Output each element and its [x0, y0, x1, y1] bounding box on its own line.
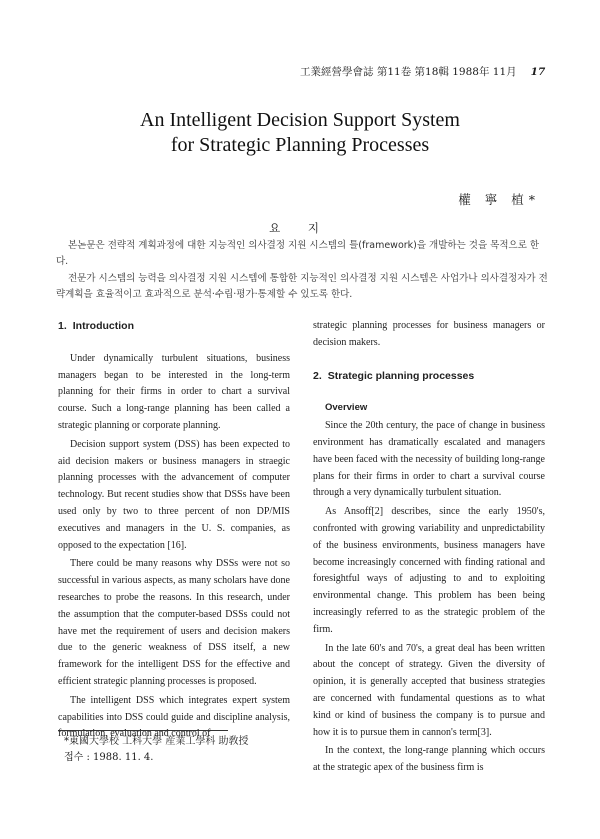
footnote-divider	[58, 730, 228, 731]
subsection-heading-overview: Overview	[325, 402, 368, 414]
section-number: 2.	[313, 369, 322, 382]
body-paragraph-continuation: strategic planning processes for business managers or decision makers.	[313, 320, 545, 348]
left-column	[58, 318, 290, 745]
abstract-heading: 요 지	[269, 221, 331, 235]
body-paragraph: The intelligent DSS which integrates expert system capabilities into DSS could guide and discipline analysis, formulation, evaluation and control of	[58, 694, 290, 740]
body-paragraph: Since the 20th century, the pace of change in business environment has dramatically escalated and managers have been faced with the necessity of building long-range plans for their firms in order to chart a survival course through a very dynamically turbulent situation.	[313, 420, 545, 499]
abstract	[56, 238, 548, 304]
paper-title	[40, 108, 560, 158]
body-paragraph: Decision support system (DSS) has been expected to aid decision makers or business managers in straegic planning processes with the advancement of computer technology. But recent studies show that DSSs have been used only by two to three percent of non DP/MIS executives and managers in the U. S. companies, as opposed to the expectation [16].	[58, 438, 290, 551]
right-column	[313, 318, 545, 779]
journal-header	[300, 64, 545, 79]
section-number: 1.	[58, 320, 67, 332]
body-paragraph: In the context, the long-range planning which occurs at the strategic apex of the business firm is	[313, 745, 545, 774]
footnote	[64, 734, 249, 766]
body-paragraph: Under dynamically turbulent situations, business managers began to be interested in the long-term planning for their firms in order to chart a survival course. Such a long-range planning has been called a strategic planning or corporate planning.	[58, 352, 290, 431]
section-title: Introduction	[72, 320, 135, 332]
abstract-paragraph: 전문가 시스템의 능력을 의사결정 지원 시스템에 통합한 지능적인 의사결정 지원 시스템은 사업가나 의사결정자가 전략계획을 효율적이고 효과적으로 분석·수립·평가·통제할 수 있도록 한다.	[56, 273, 548, 300]
footnote-affiliation: *東國大學校 工科大學 産業工學科 助敎授	[64, 736, 249, 747]
body-paragraph: As Ansoff[2] describes, since the early 1950's, confronted with growing variability and unpredictability of the business environments, business managers have become increasingly concerned with finding rational and foresightful ways of adjusting to and to exploiting environmental change. This problem has been being increasingly referred to as the strategic problem of the firm.	[313, 506, 545, 635]
abstract-paragraph: 본논문은 전략적 계획과정에 대한 지능적인 의사결정 지원 시스템의 틀(framework)을 개발하는 것을 목적으로 한다.	[56, 240, 540, 267]
footnote-received-date: 접수 : 1988. 11. 4.	[64, 752, 154, 763]
author-name: 權 寧 植*	[458, 192, 540, 207]
journal-citation: 工業經營學會誌 第11卷 第18輯 1988年 11月	[300, 66, 517, 78]
page-number: 17	[530, 66, 546, 78]
title-line-2: for Strategic Planning Processes	[170, 134, 430, 156]
section-title: Strategic planning processes	[327, 369, 475, 382]
section-heading-introduction	[58, 318, 290, 335]
body-paragraph: There could be many reasons why DSSs were not so successful in various aspects, as many scholars have done researches to probe the reasons. In this research, under the assumption that the computer-based DSSs could not have met the requirement of users and decision makers due to the generic weakness of DSS itself, a new framework for the intelligent DSS for the effective and efficient strategic planning processes is proposed.	[58, 558, 290, 687]
section-heading-strategic-planning	[313, 368, 545, 385]
title-line-1: An Intelligent Decision Support System	[140, 109, 460, 131]
body-paragraph: In the late 60's and 70's, a great deal has been written about the concept of strategy. Given the diversity of opinion, it is generally accepted that business strategies are concerned with fundamental questions as to what kind or kind of business the company is to pursue and how it is to pursue them in cannon's term[3].	[313, 642, 545, 738]
